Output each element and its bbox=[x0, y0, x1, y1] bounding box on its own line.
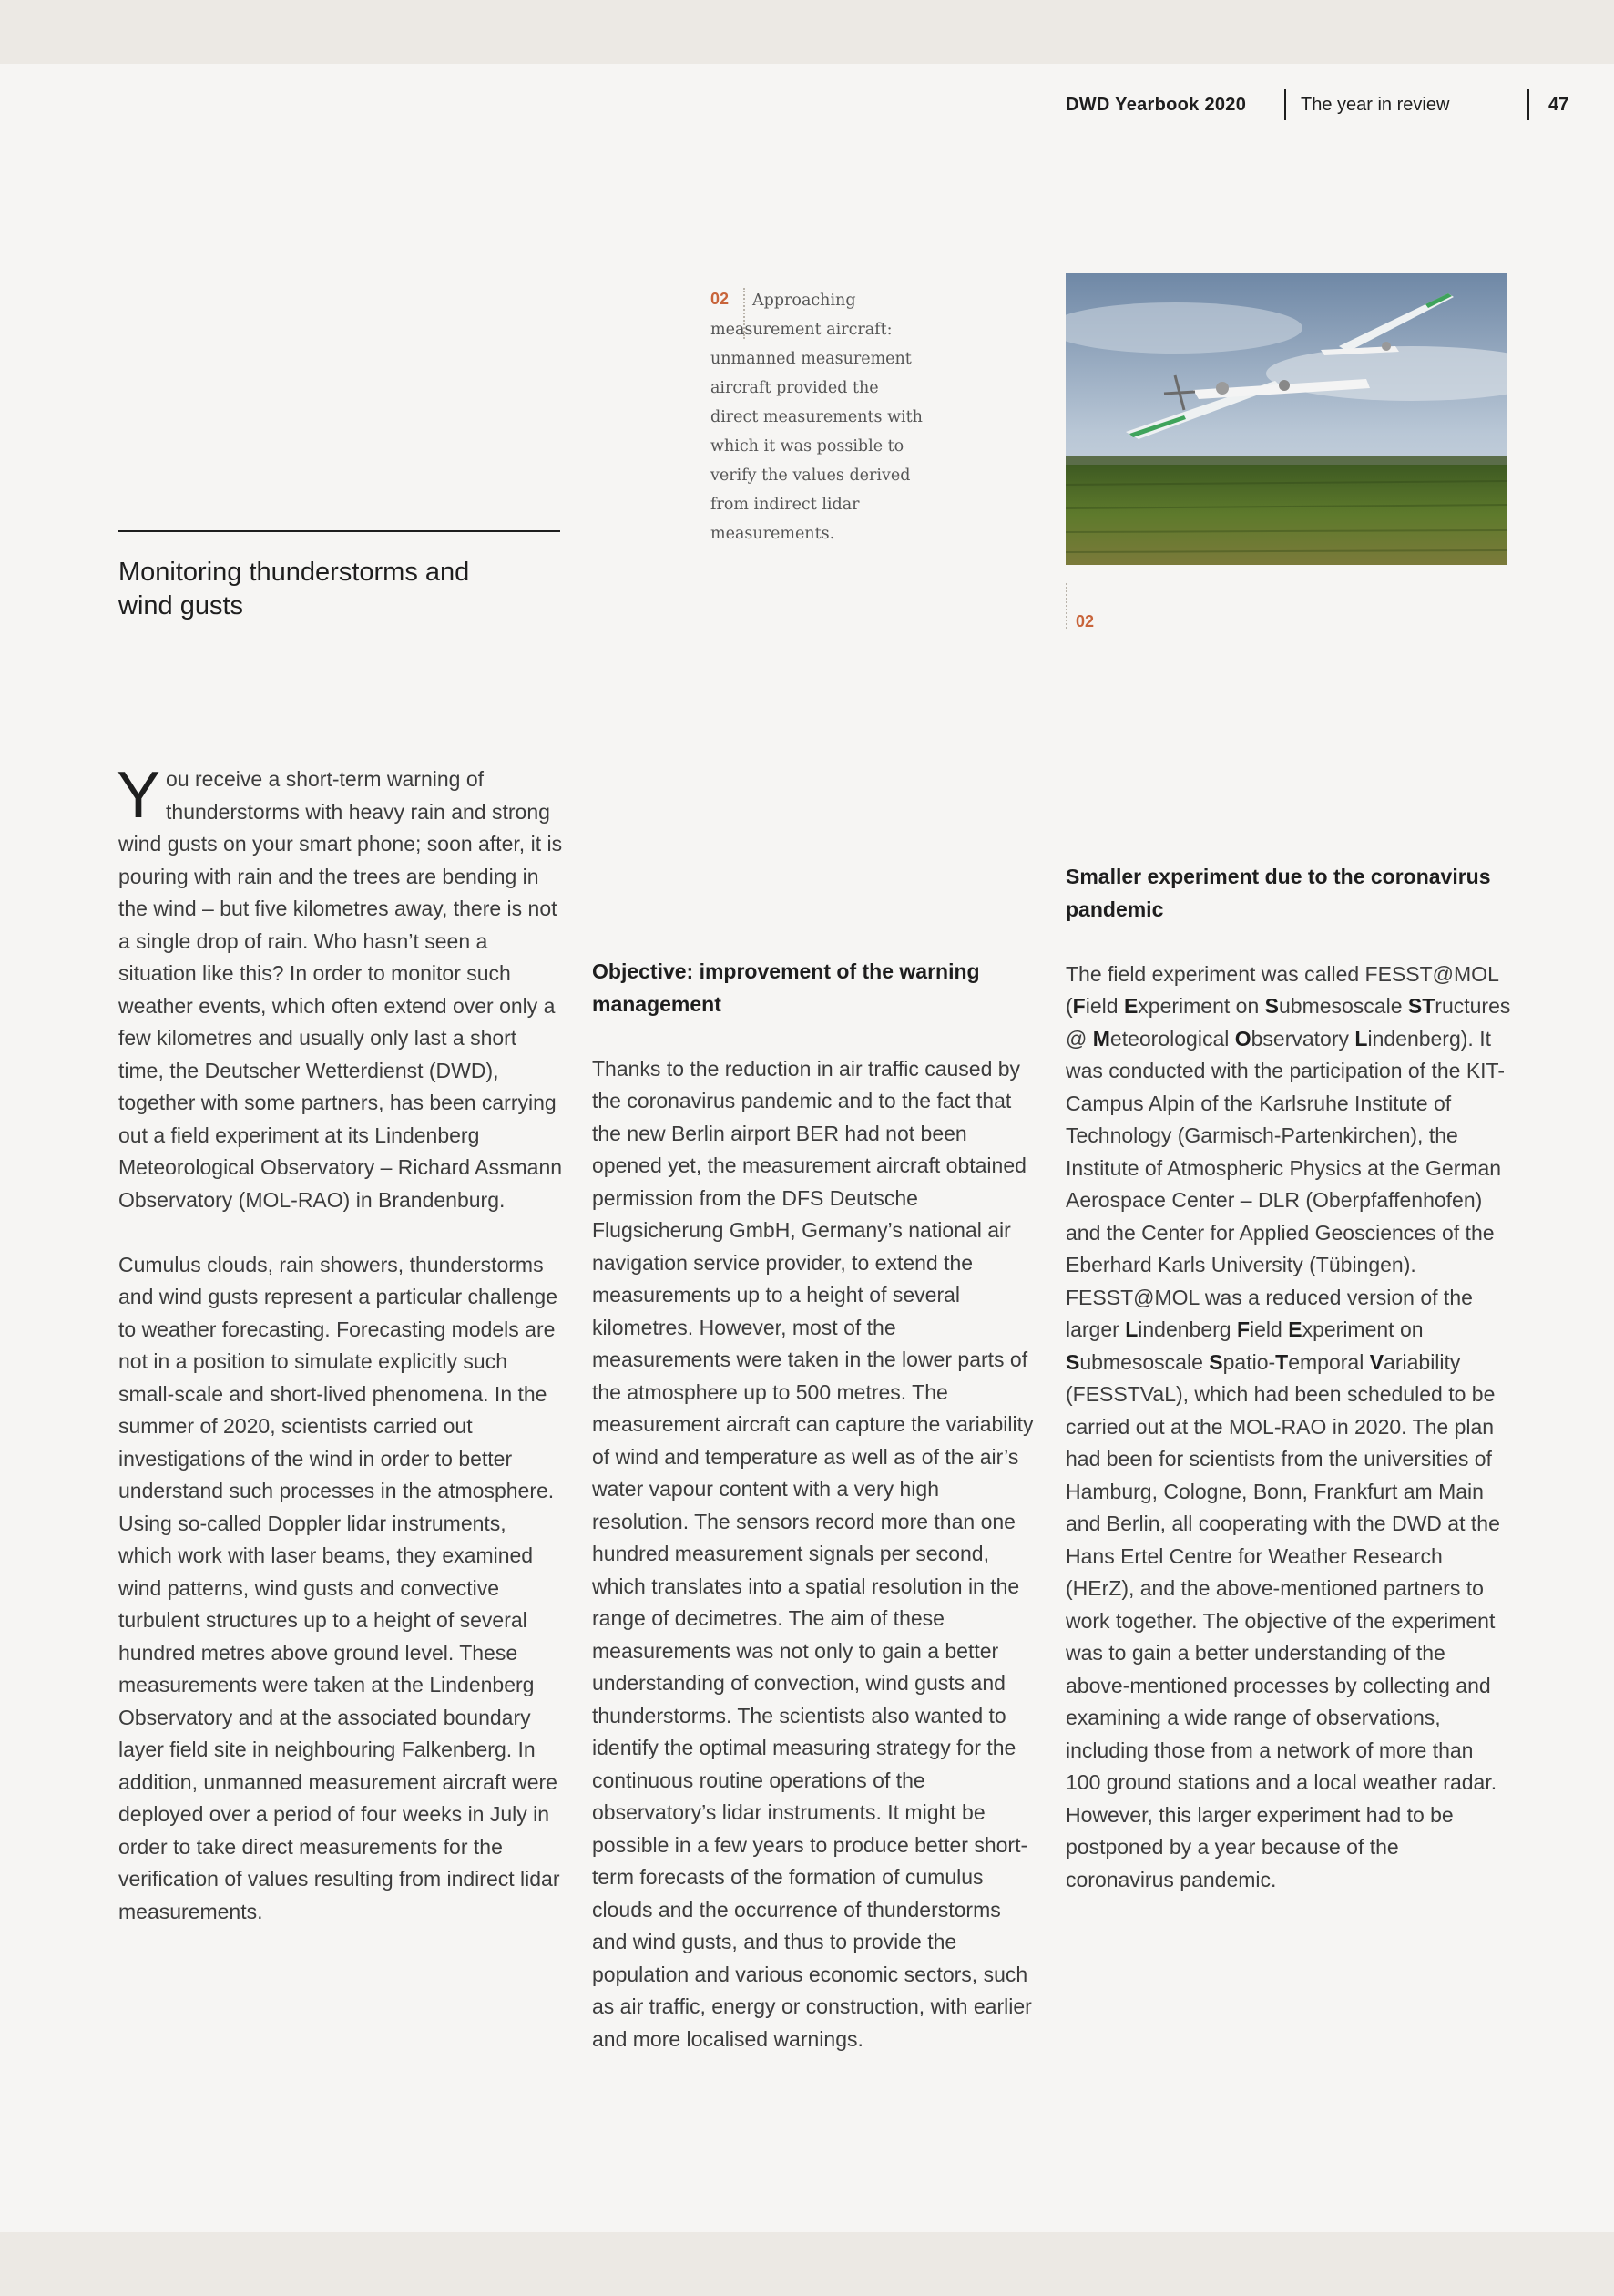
acronym-word-rest: xperiment on bbox=[1302, 1317, 1424, 1341]
acronym-word-rest: indenberg bbox=[1138, 1317, 1237, 1341]
intro-text: ou receive a short-term warning of thunderstorms with heavy rain and strong wind gusts on your smart phone; soon after, it is pouring with rain and the trees are bending in the wind – but five kilometres away, there is not a single drop of rain. Who hasn’t seen a situation like this? In order to monitor such weather events, which often extend over only a few kilometres and usually only last a short time, the Deutscher Wetterdienst (DWD), together with some partners, has been carrying out a field experiment at its Lindenberg Meteorological Observatory – Richard Assmann Observatory (MOL-RAO) in Brandenburg. bbox=[118, 767, 563, 1212]
acronym-letter: S bbox=[1066, 1349, 1080, 1374]
photo-label: 02 bbox=[1076, 612, 1095, 630]
acronym-word-rest: ubmesoscale bbox=[1079, 1349, 1210, 1374]
section-name: The year in review bbox=[1301, 95, 1450, 115]
paragraph-intro: The field experiment was called FESST@MOL ( bbox=[1066, 961, 1499, 1018]
acronym-word-rest: ubmesoscale bbox=[1278, 994, 1408, 1018]
publication-title: DWD Yearbook 2020 bbox=[1066, 95, 1247, 115]
body-column-2 bbox=[592, 955, 1038, 2055]
acronym-letter: S bbox=[1264, 994, 1279, 1018]
acronym-letter: E bbox=[1123, 994, 1139, 1018]
acronym-letter: V bbox=[1369, 1349, 1384, 1374]
acronym-letter: O bbox=[1234, 1026, 1251, 1051]
aircraft-photo bbox=[1066, 273, 1507, 565]
section-title: Monitoring thunderstorms and wind gusts bbox=[118, 558, 470, 620]
page-bottom-band bbox=[0, 2232, 1614, 2296]
acronym-word-rest: ield bbox=[1250, 1317, 1289, 1341]
acronym-word-rest: patio- bbox=[1222, 1349, 1276, 1374]
acronym-letter: F bbox=[1072, 994, 1086, 1018]
acronym-letter: M bbox=[1092, 1026, 1110, 1051]
acronym-letter: F bbox=[1236, 1317, 1251, 1341]
drop-cap: Y bbox=[117, 759, 161, 832]
acronym-letter: S bbox=[1209, 1349, 1223, 1374]
paragraph-end: (FESSTVaL), which had been scheduled to be carried out at the MOL-RAO in 2020. The plan had been for scientists from the universities of Hamburg, Cologne, Bonn, Frankfurt am Main and Berlin, all cooperating with the DWD at the Hans Ertel Centre for Weather Research (HErZ), and the above-mentioned partners to work together. The objective of the experiment was to gain a better understanding of the above-mentioned processes by collecting and examining a wide range of observations, including those from a network of more than 100 ground stations and a local weather radar. However, this larger experiment had to be postponed by a year because of the coronavirus pandemic. bbox=[1066, 1382, 1500, 1891]
page-number: 47 bbox=[1548, 95, 1569, 115]
subheading-smaller-experiment: Smaller experiment due to the coronavirus pandemic bbox=[1066, 865, 1491, 921]
acronym-letter: ST bbox=[1407, 994, 1435, 1018]
section-rule bbox=[118, 530, 560, 532]
acronym-word-rest: xperiment on bbox=[1138, 994, 1265, 1018]
acronym-letter: L bbox=[1354, 1026, 1368, 1051]
acronym-letter: T bbox=[1275, 1349, 1289, 1374]
acronym-word-rest: emporal bbox=[1288, 1349, 1370, 1374]
acronym-word-rest: ield bbox=[1085, 994, 1124, 1018]
header-divider bbox=[1284, 89, 1286, 120]
subheading-objective: Objective: improvement of the warning management bbox=[592, 959, 980, 1016]
acronym-word-rest: indenberg bbox=[1367, 1026, 1461, 1051]
acronym-fesstval bbox=[1066, 1317, 1460, 1374]
acronym-word-rest: ariability bbox=[1384, 1349, 1461, 1374]
acronym-word-rest: ructures @ bbox=[1066, 994, 1511, 1051]
acronym-letter: L bbox=[1125, 1317, 1139, 1341]
body-column-1 bbox=[117, 759, 563, 1928]
body-column-3 bbox=[1066, 860, 1512, 1896]
body-paragraph: Thanks to the reduction in air traffic caused by the coronavirus pandemic and to the fact that the new Berlin airport BER had not been opened yet, the measurement aircraft obtained permission from the DFS Deutsche Flugsicherung GmbH, Germany’s national air navigation service provider, to extend the measurements up to a height of several kilometres. However, most of the measurements were taken in the lower parts of the atmosphere up to 500 metres. The measurement aircraft can capture the variability of wind and temperature as well as of the air’s water vapour content with a very high resolution. The sensors record more than one hundred measurement signals per second, which translates into a spatial resolution in the range of decimetres. The aim of these measurements was not only to gain a better understanding of convection, wind gusts and thunderstorms. The scientists also wanted to identify the optimal measuring strategy for the continuous routine operations of the observatory’s lidar instruments. It might be possible in a few years to produce better short-term forecasts of the formation of cumulus clouds and the occurrence of thunderstorms and wind gusts, and thus to provide the population and various economic sectors, such as air traffic, energy or construction, with earlier and more localised warnings. bbox=[592, 1056, 1034, 2051]
photo-label-divider bbox=[1066, 583, 1067, 629]
paragraph-middle: ). It was conducted with the participation of the KIT-Campus Alpin of the Karlsruhe Institute of Technology (Garmisch-Partenkirchen), the Institute of Atmospheric Physics at the German Aerospace Center – DLR (Oberpfaffenhofen) and the Center for Applied Geosciences of the Eberhard Karls University (Tübingen). FESST@MOL was a reduced version of the larger bbox=[1066, 1026, 1505, 1341]
intro-paragraph bbox=[117, 759, 563, 1216]
body-paragraph: Cumulus clouds, rain showers, thunderstorms and wind gusts represent a particular challenge to weather forecasting. Forecasting models are not in a position to simulate explicitly such small-scale and short-lived phenomena. In the summer of 2020, scientists carried out investigations of the wind in order to better understand such processes in the atmosphere. Using so-called Doppler lidar instruments, which work with laser beams, they examined wind patterns, wind gusts and convective turbulent structures up to a height of several hundred metres above ground level. These measurements were taken at the Lindenberg Observatory and at the associated boundary layer field site in neighbouring Falkenberg. In addition, unmanned measurement aircraft were deployed over a period of four weeks in July in order to take direct measurements for the verification of values resulting from indirect lidar measurements. bbox=[118, 1252, 560, 1923]
body-paragraph bbox=[1066, 958, 1512, 1897]
acronym-word-rest: eteorological bbox=[1109, 1026, 1235, 1051]
header-divider bbox=[1527, 89, 1529, 120]
acronym-word-rest: bservatory bbox=[1251, 1026, 1355, 1051]
acronym-letter: E bbox=[1288, 1317, 1302, 1341]
acronym-fesst-mol bbox=[1066, 994, 1510, 1051]
caption-number: 02 bbox=[710, 290, 730, 308]
figure-caption: Approaching measurement aircraft: unmanned measurement aircraft provided the direct measurements with which it was possible to verify the values derived from indirect lidar measurements. bbox=[710, 292, 923, 543]
